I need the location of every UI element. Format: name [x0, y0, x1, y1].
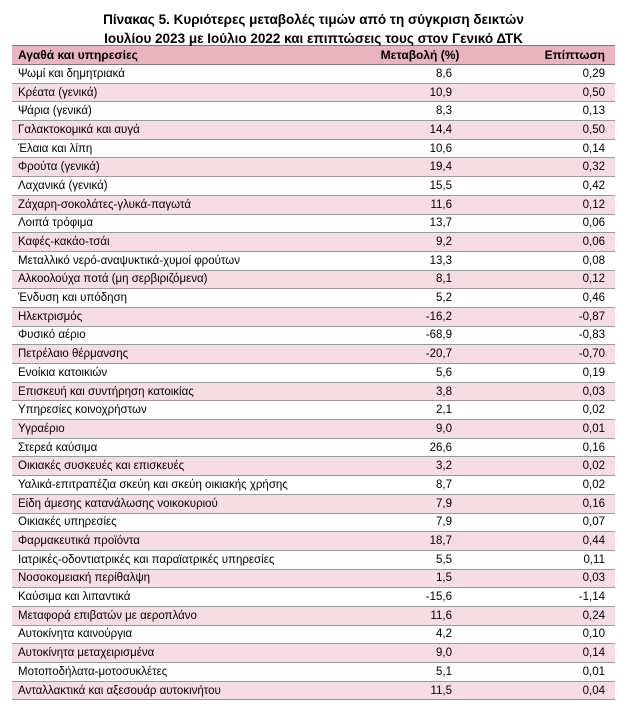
row-weight-value: 0,24: [485, 606, 615, 625]
row-change-value: 13,3: [355, 251, 485, 270]
row-change-value: 14,4: [355, 121, 485, 140]
row-change-value: 9,2: [355, 233, 485, 252]
row-item-name: Μεταλλικό νερό-αναψυκτικά-χυμοί φρούτων: [12, 251, 355, 270]
row-item-name: Αλκοολούχα ποτά (μη σερβιριζόμενα): [12, 270, 355, 289]
table-row: [12, 177, 615, 196]
row-weight-value: 0,01: [485, 420, 615, 439]
row-item-name: Έλαια και λίπη: [12, 139, 355, 158]
row-weight-value: -0,87: [485, 307, 615, 326]
row-change-value: 9,0: [355, 644, 485, 663]
table-row: [12, 83, 615, 102]
row-change-value: 11,6: [355, 195, 485, 214]
row-weight-value: -0,70: [485, 345, 615, 364]
caption-line-1: Πίνακας 5. Κυριότερες μεταβολές τιμών από τη σύγκριση δεικτών: [103, 12, 524, 27]
table-row: [12, 569, 615, 588]
row-change-value: 10,6: [355, 139, 485, 158]
row-change-value: -16,2: [355, 307, 485, 326]
row-item-name: Επισκευή και συντήρηση κατοικίας: [12, 382, 355, 401]
table-row: [12, 364, 615, 383]
row-item-name: Φαρμακευτικά προϊόντα: [12, 532, 355, 551]
table-row: [12, 420, 615, 439]
table-row: [12, 588, 615, 607]
row-change-value: 9,0: [355, 420, 485, 439]
row-change-value: 11,6: [355, 606, 485, 625]
row-item-name: Λοιπά τρόφιμα: [12, 214, 355, 233]
row-weight-value: 0,06: [485, 214, 615, 233]
row-item-name: Ζάχαρη-σοκολάτες-γλυκά-παγωτά: [12, 195, 355, 214]
row-change-value: 5,6: [355, 364, 485, 383]
row-item-name: Υπηρεσίες κοινοχρήστων: [12, 401, 355, 420]
table-row: [12, 102, 615, 121]
row-weight-value: 0,32: [485, 158, 615, 177]
row-item-name: Ενοίκια κατοικιών: [12, 364, 355, 383]
table-row: [12, 233, 615, 252]
header-change: Μεταβολή (%): [355, 46, 485, 65]
row-change-value: -15,6: [355, 588, 485, 607]
table-row: [12, 139, 615, 158]
table-row: [12, 401, 615, 420]
table-row: [12, 251, 615, 270]
header-item: Αγαθά και υπηρεσίες: [12, 46, 355, 65]
row-weight-value: 0,02: [485, 401, 615, 420]
row-weight-value: 0,13: [485, 102, 615, 121]
row-item-name: Ψωμί και δημητριακά: [12, 65, 355, 84]
price-changes-table: [12, 45, 615, 700]
row-item-name: Ψάρια (γενικά): [12, 102, 355, 121]
row-weight-value: 0,06: [485, 233, 615, 252]
table-row: [12, 307, 615, 326]
row-item-name: Αυτοκίνητα μεταχειρισμένα: [12, 644, 355, 663]
row-change-value: 7,9: [355, 513, 485, 532]
row-change-value: 10,9: [355, 83, 485, 102]
row-item-name: Ανταλλακτικά και αξεσουάρ αυτοκινήτου: [12, 681, 355, 700]
row-weight-value: -0,83: [485, 326, 615, 345]
table-row: [12, 681, 615, 700]
table-row: [12, 550, 615, 569]
table-caption: [0, 0, 627, 46]
row-item-name: Οικιακές υπηρεσίες: [12, 513, 355, 532]
row-change-value: -20,7: [355, 345, 485, 364]
table-row: [12, 195, 615, 214]
row-change-value: 26,6: [355, 438, 485, 457]
row-change-value: 5,5: [355, 550, 485, 569]
row-item-name: Οικιακές συσκευές και επισκευές: [12, 457, 355, 476]
row-change-value: 8,1: [355, 270, 485, 289]
row-weight-value: 0,02: [485, 457, 615, 476]
table-row: [12, 345, 615, 364]
row-change-value: 8,3: [355, 102, 485, 121]
table-row: [12, 270, 615, 289]
table-row: [12, 625, 615, 644]
row-change-value: 1,5: [355, 569, 485, 588]
row-weight-value: 0,07: [485, 513, 615, 532]
caption-line-2: Ιουλίου 2023 με Ιούλιο 2022 και επιπτώσεις τους στον Γενικό ΔΤΚ: [104, 31, 523, 46]
table-row: [12, 494, 615, 513]
row-change-value: 3,2: [355, 457, 485, 476]
row-weight-value: 0,03: [485, 569, 615, 588]
row-weight-value: 0,50: [485, 83, 615, 102]
row-item-name: Ιατρικές-οδοντιατρικές και παραϊατρικές υπηρεσίες: [12, 550, 355, 569]
table-row: [12, 158, 615, 177]
row-weight-value: 0,16: [485, 438, 615, 457]
table-row: [12, 121, 615, 140]
table-row: [12, 65, 615, 84]
table-row: [12, 457, 615, 476]
row-weight-value: -1,14: [485, 588, 615, 607]
row-weight-value: 0,01: [485, 663, 615, 682]
table-row: [12, 289, 615, 308]
row-change-value: 5,1: [355, 663, 485, 682]
row-item-name: Γαλακτοκομικά και αυγά: [12, 121, 355, 140]
row-item-name: Αυτοκίνητα καινούργια: [12, 625, 355, 644]
row-change-value: 5,2: [355, 289, 485, 308]
row-change-value: 3,8: [355, 382, 485, 401]
row-item-name: Υαλικά-επιτραπέζια σκεύη και σκεύη οικιακής χρήσης: [12, 476, 355, 495]
table-row: [12, 326, 615, 345]
table-row: [12, 663, 615, 682]
row-item-name: Στερεά καύσιμα: [12, 438, 355, 457]
row-weight-value: 0,10: [485, 625, 615, 644]
row-item-name: Λαχανικά (γενικά): [12, 177, 355, 196]
row-item-name: Καύσιμα και λιπαντικά: [12, 588, 355, 607]
row-item-name: Είδη άμεσης κατανάλωσης νοικοκυριού: [12, 494, 355, 513]
row-change-value: 2,1: [355, 401, 485, 420]
row-item-name: Φρούτα (γενικά): [12, 158, 355, 177]
table-row: [12, 513, 615, 532]
row-weight-value: 0,29: [485, 65, 615, 84]
table-row: [12, 438, 615, 457]
row-weight-value: 0,16: [485, 494, 615, 513]
table-row: [12, 606, 615, 625]
row-weight-value: 0,44: [485, 532, 615, 551]
row-item-name: Μεταφορά επιβατών με αεροπλάνο: [12, 606, 355, 625]
row-weight-value: 0,19: [485, 364, 615, 383]
header-row: [12, 46, 615, 65]
row-change-value: 11,5: [355, 681, 485, 700]
row-weight-value: 0,02: [485, 476, 615, 495]
header-weight: Επίπτωση: [485, 46, 615, 65]
table-row: [12, 214, 615, 233]
row-change-value: 18,7: [355, 532, 485, 551]
row-item-name: Καφές-κακάο-τσάι: [12, 233, 355, 252]
row-change-value: 19,4: [355, 158, 485, 177]
row-weight-value: 0,11: [485, 550, 615, 569]
row-change-value: 13,7: [355, 214, 485, 233]
row-weight-value: 0,08: [485, 251, 615, 270]
row-weight-value: 0,12: [485, 270, 615, 289]
row-weight-value: 0,12: [485, 195, 615, 214]
row-item-name: Κρέατα (γενικά): [12, 83, 355, 102]
table-body: [12, 65, 615, 700]
row-weight-value: 0,50: [485, 121, 615, 140]
row-change-value: 15,5: [355, 177, 485, 196]
row-item-name: Ηλεκτρισμός: [12, 307, 355, 326]
row-item-name: Υγραέριο: [12, 420, 355, 439]
row-weight-value: 0,42: [485, 177, 615, 196]
table-row: [12, 644, 615, 663]
row-change-value: -68,9: [355, 326, 485, 345]
table-row: [12, 476, 615, 495]
row-weight-value: 0,04: [485, 681, 615, 700]
row-change-value: 4,2: [355, 625, 485, 644]
row-item-name: Ένδυση και υπόδηση: [12, 289, 355, 308]
row-change-value: 8,7: [355, 476, 485, 495]
row-weight-value: 0,46: [485, 289, 615, 308]
row-weight-value: 0,14: [485, 139, 615, 158]
row-change-value: 8,6: [355, 65, 485, 84]
row-weight-value: 0,03: [485, 382, 615, 401]
row-item-name: Νοσοκομειακή περίθαλψη: [12, 569, 355, 588]
row-item-name: Μοτοποδήλατα-μοτοσυκλέτες: [12, 663, 355, 682]
row-weight-value: 0,14: [485, 644, 615, 663]
row-change-value: 7,9: [355, 494, 485, 513]
table-row: [12, 532, 615, 551]
row-item-name: Φυσικό αέριο: [12, 326, 355, 345]
row-item-name: Πετρέλαιο θέρμανσης: [12, 345, 355, 364]
table-row: [12, 382, 615, 401]
